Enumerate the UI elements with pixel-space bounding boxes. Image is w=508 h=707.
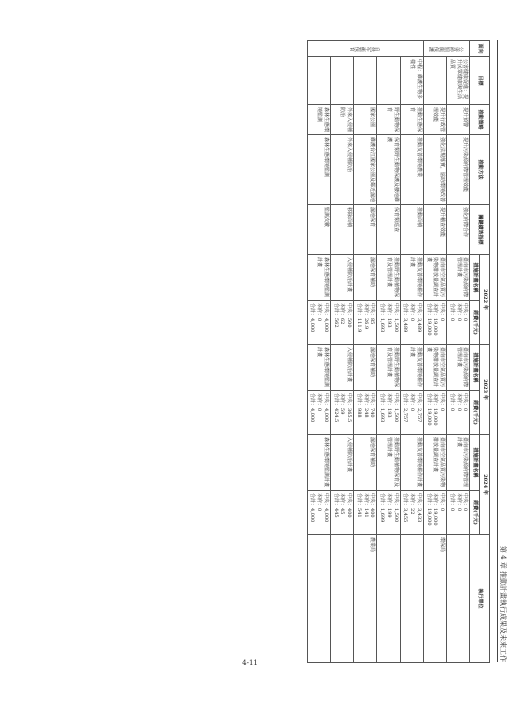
table-row [331,41,354,663]
cell-p23: 臺南市污染源府際管理計畫 [447,345,470,391]
cell-kpi: 強化府際合作 [447,205,470,255]
table-row [424,41,447,663]
cell-strategy: 提升預警 [447,105,470,135]
cell-b22: 中央：1,500 本府：193 合計：1,693 [377,301,400,345]
header-rule [497,40,498,662]
cell-strategy: 國家公園 [354,105,377,135]
cell-strategy: 野生動物保育 [377,105,400,135]
col-2023-budget: 經費(千元) [470,391,480,435]
cell-b24: 中央：400 本府：45 合計：445 [331,491,354,535]
col-method: 推動方法 [470,135,490,205]
cell-unit [400,535,423,663]
cell-p23: 臺南市空氣品質污染物排放量調查計畫 [424,345,447,391]
cell-p23: 入侵種防治計畫 [331,345,354,391]
cell-kpi: 提升稽查效能 [424,205,447,255]
cell-b23: 中央：365.5 本府：59 合計：424.5 [331,391,354,435]
cell-p22: 森林生態環境監測計畫 [307,255,330,301]
cell-goal [331,57,354,105]
face-cell: 自然生態保育 [307,41,423,57]
cell-b22: 中央：85 本府：26.9 合計：111.9 [354,301,377,345]
col-2022: 2022 年 [480,255,490,345]
cell-b22: 中央：0 本府：19,000 合計：19,000 [424,301,447,345]
cell-strategy: 森林生態環境監測 [307,105,330,135]
cell-p24: 臺南市空氣品質污染物排放量調查計畫 [424,435,447,491]
cell-unit [377,535,400,663]
cell-p23: 濕地保育補助 [354,345,377,391]
table-row [354,41,377,663]
cell-p24: 入侵種防治計畫 [331,435,354,491]
col-2023: 2023 年 [480,345,490,435]
cell-kpi: 濕地保育 [354,205,377,255]
cell-method: 推動友善環境農業 [400,135,423,205]
cell-p23: 推動野生動植物保育及管理計畫 [377,345,400,391]
cell-method: 森林生態環境監測 [307,135,330,205]
cell-p22: 臺南市污染源府際管理計畫 [447,255,470,301]
cell-p22: 推動友善環境耕作計畫 [400,255,423,301]
cell-b22: 中央：0 本府：0 合計：0 [447,301,470,345]
col-strategy: 推動策略 [470,105,490,135]
cell-method: 外來入侵種防治 [331,135,354,205]
cell-p24: 森林生態環境監測計畫 [307,435,330,491]
cell-goal: 公害健康促進：提升民眾健康與生活品質 [447,57,470,105]
cell-p22: 推動野生動植物保育及管理計畫 [377,255,400,301]
table-row [377,41,400,663]
cell-b22: 中央：500 本府：62 合計：562 [331,301,354,345]
cell-p22: 入侵種防治計畫 [331,255,354,301]
cell-p24: 推動野生動植物保育及管理計畫 [377,435,400,491]
col-2022-budget: 經費(千元) [470,301,480,345]
cell-b23: 中央：1,500 本府：193 合計：1,693 [377,391,400,435]
cell-b22: 中央：3,489 本府：0 合計：3,489 [400,301,423,345]
page-number: 4-11 [242,659,258,667]
cell-b24: 中央：4,000 本府：0 合計：4,000 [307,491,330,535]
cell-method: 強化法規落實，協助環境改善 [424,135,447,205]
rotated-table-container [58,40,507,662]
cell-unit [331,535,354,663]
cell-p22: 臺南市空氣品質污染物排放量調查計畫 [424,255,447,301]
cell-p23: 森林生態環境監測計畫 [307,345,330,391]
chapter-title: 第 4 章 推動計畫執行成果及未來工作 [499,545,507,662]
cell-b23: 中央：0 本府：0 合計：0 [447,391,470,435]
cell-b24: 中央：0 本府：0 合計：0 [447,491,470,535]
cell-unit [307,535,330,663]
cell-goal [377,57,400,105]
cell-method: 保育類野生動物保護及棲地維護 [377,135,400,205]
col-2024-budget: 經費(千元) [470,491,480,535]
cell-method: 維護台江國家公園及鄰近濕地 [354,135,377,205]
cell-b24: 中央：400 本府：141 合計：541 [354,491,377,535]
cell-goal [424,57,447,105]
cell-goal [307,57,330,105]
cell-kpi: 保育類巡查 [377,205,400,255]
table-row [447,41,470,663]
cell-method: 提升污染源府際管理效能 [447,135,470,205]
cell-p22: 濕地保育補助 [354,255,377,301]
table-row [307,41,330,663]
cell-unit: 環保局 [424,535,447,663]
cell-b23: 中央：0 本府：19,000 合計：19,000 [424,391,447,435]
col-2022-plan: 措施計畫名稱 [470,255,480,301]
cell-strategy: 外來入侵種防治 [331,105,354,135]
cell-strategy: 提升行政管理效能 [424,105,447,135]
col-2024: 2024 年 [480,435,490,535]
col-kpi: 關鍵績效指標 [470,205,490,255]
cell-b24: 中央：1,500 本府：199 合計：1,699 [377,491,400,535]
cell-b23: 中央：4,000 本府：0 合計：4,000 [307,391,330,435]
table-row [400,41,423,663]
cell-b24: 中央：0 本府：19,000 合計：19,000 [424,491,447,535]
cell-kpi: 移除面積 [331,205,354,255]
cell-unit: 農業局 [354,535,377,663]
cell-strategy: 推動生態保育 [400,105,423,135]
cell-p24: 推動友善環境耕作計畫 [400,435,423,491]
cell-p24: 濕地保育補助 [354,435,377,491]
cell-p24: 臺南市污染源府際管理計畫 [447,435,470,491]
plan-table [307,40,490,663]
col-goal: 目標 [470,57,490,105]
col-2024-plan: 措施計畫名稱 [470,435,480,491]
cell-b24: 中央：3,433 本府：22 合計：3,455 [400,491,423,535]
cell-b22: 中央：4,000 本府：0 合計：4,000 [307,301,330,345]
table-body [307,41,470,663]
cell-goal: 中程：維護生物多樣性 [400,57,423,105]
cell-kpi: 監測次數 [307,205,330,255]
cell-unit [447,535,470,663]
face-cell: 公害控制與保護 [424,41,471,57]
col-2023-plan: 措施計畫名稱 [470,345,480,391]
cell-b23: 中央：2,757 本府：0 合計：2,757 [400,391,423,435]
cell-kpi: 推動面積 [400,205,423,255]
cell-goal [354,57,377,105]
col-exec: 執行單位 [470,535,490,663]
cell-p23: 推動友善環境耕作計畫 [400,345,423,391]
col-face: 面向 [470,41,490,57]
cell-b23: 中央：740 本府：248 合計：988 [354,391,377,435]
